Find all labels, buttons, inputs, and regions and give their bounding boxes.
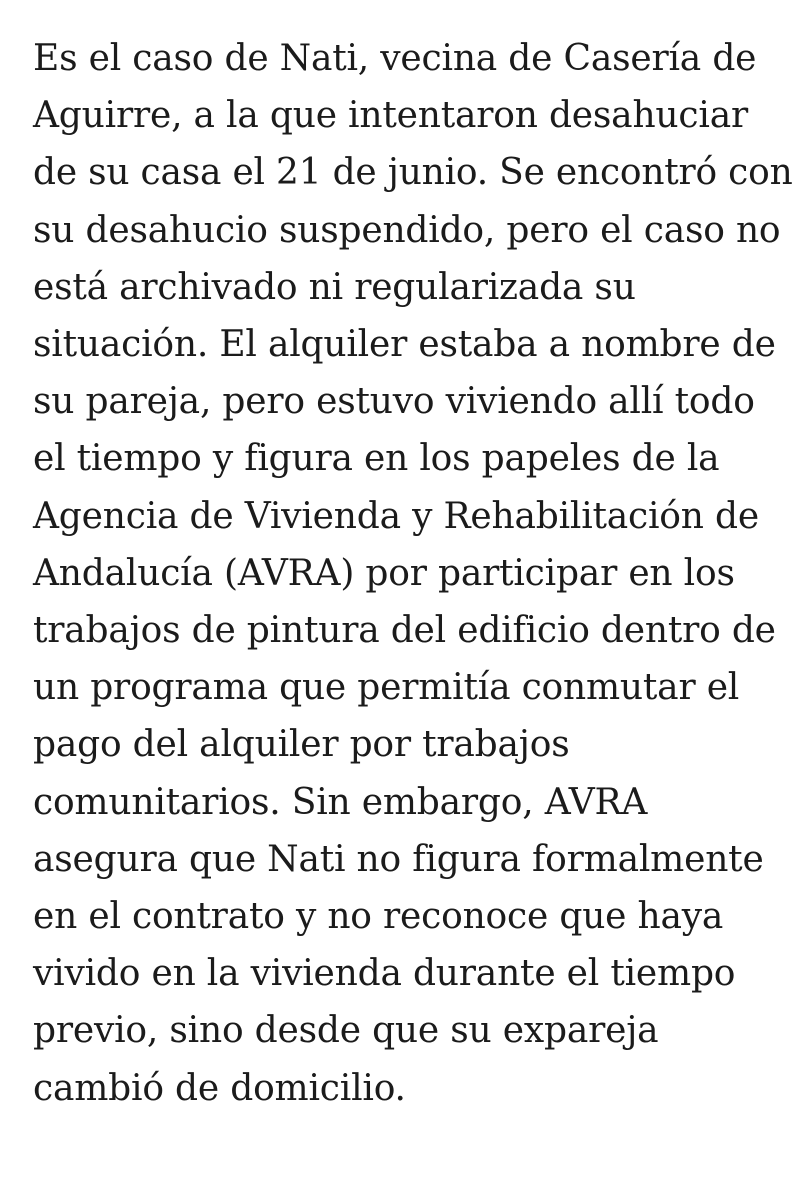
paragraph-line: situación. El alquiler estaba a nombre de (33, 324, 776, 366)
paragraph-line: vivido en la vivienda durante el tiempo (33, 953, 736, 995)
paragraph-line: Andalucía (AVRA) por participar en los (33, 552, 735, 594)
paragraph-line: su desahucio suspendido, pero el caso no (33, 209, 781, 251)
paragraph-line: previo, sino desde que su expareja (33, 1010, 659, 1052)
paragraph-line: cambió de domicilio. (33, 1067, 406, 1109)
paragraph-line: comunitarios. Sin embargo, AVRA (33, 781, 648, 823)
paragraph-line: el tiempo y figura en los papeles de la (33, 438, 720, 480)
paragraph-line: un programa que permitía conmutar el (33, 667, 740, 709)
paragraph-line: Agencia de Vivienda y Rehabilitación de (33, 495, 759, 537)
paragraph-line: asegura que Nati no figura formalmente (33, 838, 764, 880)
paragraph-line: en el contrato y no reconoce que haya (33, 896, 724, 938)
paragraph-line: su pareja, pero estuvo viviendo allí todo (33, 381, 755, 423)
article-paragraph (33, 30, 793, 1117)
paragraph-line: Aguirre, a la que intentaron desahuciar (33, 95, 748, 137)
paragraph-line: pago del alquiler por trabajos (33, 724, 570, 766)
paragraph-line: de su casa el 21 de junio. Se encontró con (33, 152, 793, 194)
paragraph-line: Es el caso de Nati, vecina de Casería de (33, 38, 757, 79)
paragraph-line: trabajos de pintura del edificio dentro de (33, 610, 776, 652)
paragraph-line: está archivado ni regularizada su (33, 266, 636, 308)
